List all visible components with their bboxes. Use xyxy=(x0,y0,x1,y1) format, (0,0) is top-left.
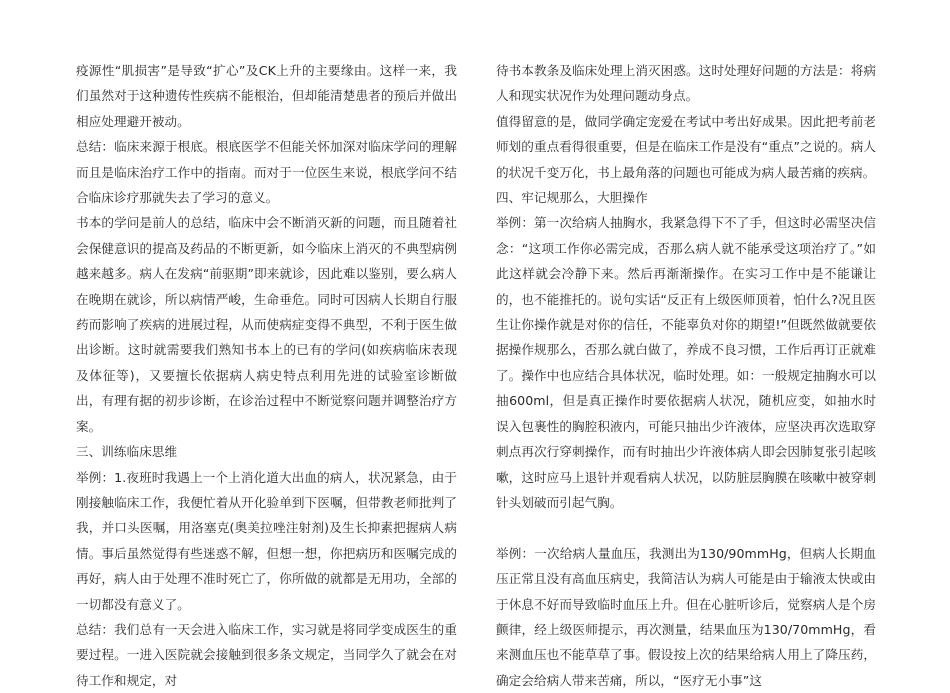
paragraph-book-knowledge: 书本的学问是前人的总结，临床中会不断消灭新的问题，而且随着社会保健意识的提高及药品的不断更新，如今临床上消灭的不典型病例越来越多。病人在发病“前驱期”即来就诊，因此难以鉴别，要么病人在晚期在就诊，所以病情严峻，生命垂危。同时可因病人长期自行服药而影响了疾病的进展过程，从而使病症变得不典型，不利于医生做出诊断。这时就需要我们熟知书本上的已有的学问(如疾病临床表现及体征等)，又要擅长依据病人病史特点利用先进的试验室诊断做出，有理有据的初步诊断，在诊治过程中不断觉察问题并调整治疗方案。 xyxy=(76,215,457,434)
left-column xyxy=(76,58,457,693)
section-heading-clinical-thinking: 三、训练临床思维 xyxy=(76,444,178,460)
paragraph-continuation-right: 待书本教条及临床处理上消灭困惑。这时处理好问题的方法是：将病人和现实状况作为处理问题动身点。 xyxy=(496,63,876,104)
section-heading-rules-operation: 四、牢记规那么，大胆操作 xyxy=(496,190,648,206)
paragraph-key-points: 值得留意的是，做同学确定宠爱在考试中考出好成果。因此把考前老师划的重点看得很重要，但是在临床工作是没有“重点”之说的。病人的状况千变万化，书上最角落的问题也可能成为病人最苦痛的疾病。 xyxy=(496,113,876,180)
right-column xyxy=(496,58,876,693)
paragraph-example-blood-pressure: 举例：一次给病人量血压，我测出为130/90mmHg，但病人长期血压正常且没有高血压病史，我简洁认为病人可能是由于输液太快或由于休息不好而导致临时血压上升。但在心脏听诊后，觉察病人是个房颤律，经上级医师提示，再次测量，结果血压为130/70mmHg，看来测血压也不能草草了事。假设按上次的结果给病人用上了降压药，确定会给病人带来苦痛，所以，“医疗无小事”这 xyxy=(496,545,876,688)
paragraph-example-bleeding: 举例：1.夜班时我遇上一个上消化道大出血的病人，状况紧急，由于刚接触临床工作，我便忙着从开化验单到下医嘱，但带教老师批判了我，并口头医嘱，用洛塞克(奥美拉唑注射剂)及生长抑素把握病人病情。事后虽然觉得有些迷惑不解，但想一想，你把病历和医嘱完成的再好，病人由于处理不准时死亡了，你所做的就都是无用功，全部的一切都没有意义了。 xyxy=(76,469,457,612)
paragraph-summary-basics: 总结：临床来源于根底。根底医学不但能关怀加深对临床学问的理解而且是临床治疗工作中的指南。而对于一位医生来说，根底学问不结合临床诊疗那就失去了学习的意义。 xyxy=(76,139,457,206)
paragraph-example-thoracentesis: 举例：第一次给病人抽胸水，我紧急得下不了手，但这时必需坚决信念：“这项工作你必需完成，否那么病人就不能承受这项治疗了。”如此这样就会冷静下来。然后再渐渐操作。在实习工作中是不能谦让的，也不能推托的。说句实话“反正有上级医师顶着，怕什么?况且医生让你操作就是对你的信任，不能辜负对你的期望!”但既然做就要依据操作规那么，否那么就白做了，养成不良习惯，工作后再订正就难了。操作中也应结合具体状况，临时处理。如：一般规定抽胸水可以抽600ml，但是真正操作时要依据病人状况，随机应变，如抽水时误入包裹性的胸腔积液内，可能只抽出少许液体，应坚决再次选取穿刺点再次行穿刺操作，而有时抽出少许液体病人即会因肺复张引起咳嗽，这时应马上退针并观看病人状况，以防脏层胸膜在咳嗽中被穿刺针头划破而引起气胸。 xyxy=(496,215,876,510)
paragraph-continuation: 疫源性“肌损害”是导致“扩心”及CK上升的主要缘由。这样一来，我们虽然对于这种遗传性疾病不能根治，但却能清楚患者的预后并做出相应处理避开被动。 xyxy=(76,63,457,129)
paragraph-summary-internship: 总结：我们总有一天会进入临床工作，实习就是将同学变成医生的重要过程。一进入医院就会接触到很多条文规定，当同学久了就会在对待工作和规定，对 xyxy=(76,621,457,688)
